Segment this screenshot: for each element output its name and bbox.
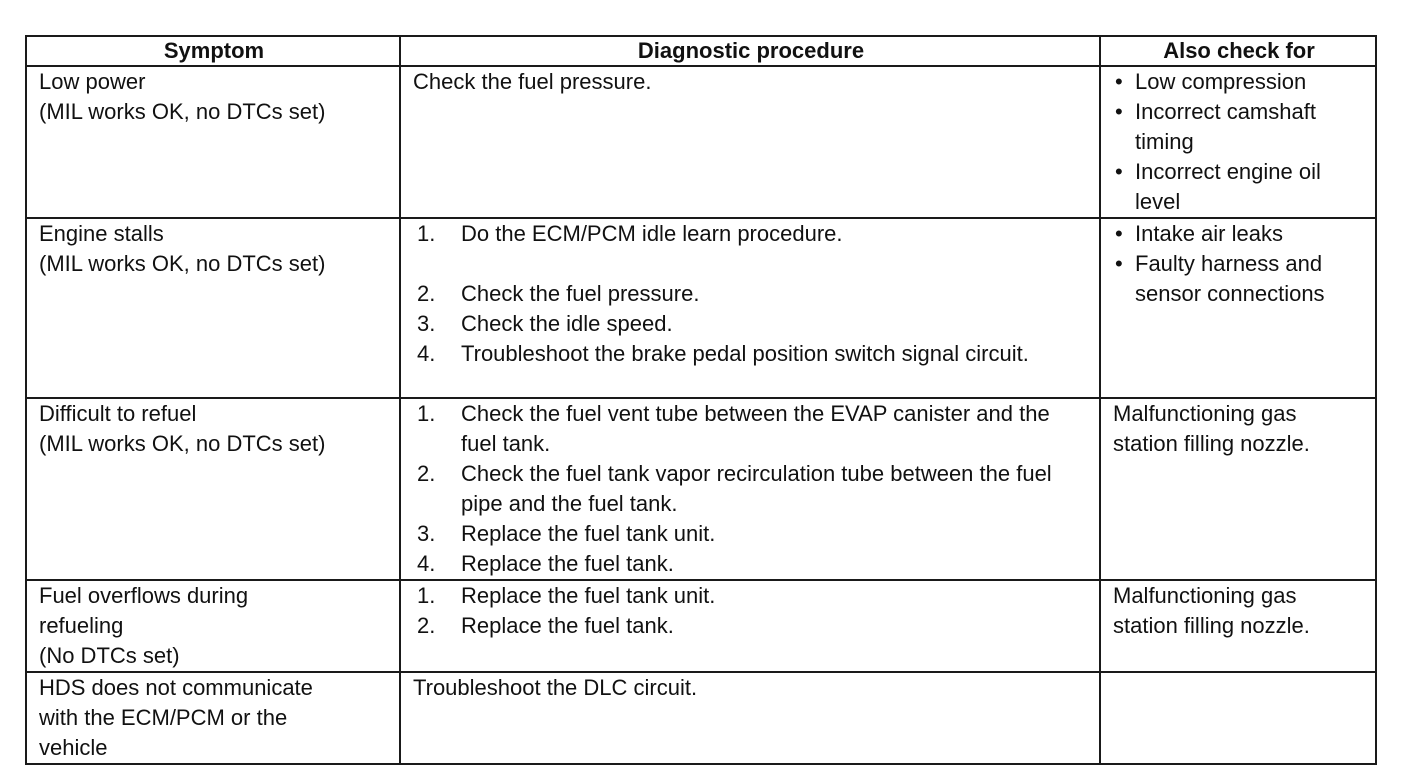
symptom-cell (26, 66, 400, 218)
bullet-icon: • (1115, 69, 1123, 94)
bullet-icon: • (1115, 159, 1123, 184)
list-item: • Faulty harness and sensor connections (1115, 251, 1325, 306)
symptom-cell (26, 672, 400, 764)
table-row (26, 580, 1376, 672)
procedure-cell (400, 580, 1100, 672)
symptom-title: Difficult to refuel (39, 401, 197, 426)
symptom-title: Fuel overflows during (39, 583, 249, 608)
list-item: • Incorrect engine oil level (1115, 159, 1321, 214)
procedure-step: 1. Replace the fuel tank unit. (417, 583, 716, 608)
also-check-text: Malfunctioning gas station filling nozzle. (1113, 401, 1310, 456)
bullet-icon: • (1115, 99, 1123, 124)
symptom-title: Engine stalls (39, 221, 164, 246)
table-row (26, 218, 1376, 398)
procedure-step: 4. Troubleshoot the brake pedal position switch signal circuit. (417, 341, 1029, 366)
procedure-cell (400, 398, 1100, 580)
table-row (26, 672, 1376, 764)
symptom-cell (26, 398, 400, 580)
symptom-title: Low power (39, 69, 146, 94)
procedure-steps (413, 399, 1089, 579)
also-check-list (1113, 67, 1365, 217)
procedure-step: 1. Do the ECM/PCM idle learn procedure. (417, 221, 843, 246)
header-also-check-for: Also check for (1100, 36, 1376, 66)
also-check-cell (1100, 580, 1376, 672)
symptom-title: with the ECM/PCM or the (39, 705, 288, 730)
procedure-step: 2. Check the fuel pressure. (417, 281, 700, 306)
procedure-step: 4. Replace the fuel tank. (417, 551, 674, 576)
header-row (26, 36, 1376, 66)
procedure-cell (400, 218, 1100, 398)
symptom-title: refueling (39, 613, 124, 638)
symptom-note: (No DTCs set) (39, 643, 180, 668)
also-check-text: Malfunctioning gas station filling nozzle. (1113, 583, 1310, 638)
procedure-step: 2. Check the fuel tank vapor recirculation tube between the fuel pipe and the fuel tank. (417, 461, 1052, 516)
procedure-cell (400, 66, 1100, 218)
list-item: • Low compression (1113, 67, 1365, 97)
header-diagnostic-procedure: Diagnostic procedure (400, 36, 1100, 66)
also-check-cell (1100, 672, 1376, 764)
procedure-step: 2. Replace the fuel tank. (417, 613, 674, 638)
table-row (26, 66, 1376, 218)
also-check-cell (1100, 398, 1376, 580)
also-check-cell (1100, 66, 1376, 218)
procedure-text: Check the fuel pressure. (413, 69, 652, 94)
also-check-list (1113, 219, 1365, 309)
symptom-note: (MIL works OK, no DTCs set) (39, 99, 326, 124)
list-item: • Incorrect camshaft timing (1115, 99, 1316, 154)
procedure-steps (413, 219, 1089, 369)
header-symptom: Symptom (26, 36, 400, 66)
symptom-note: (MIL works OK, no DTCs set) (39, 431, 326, 456)
symptom-cell (26, 218, 400, 398)
diagnostic-table (25, 35, 1377, 765)
procedure-text: Troubleshoot the DLC circuit. (413, 675, 698, 700)
list-item: • Intake air leaks (1113, 219, 1365, 249)
procedure-cell (400, 672, 1100, 764)
procedure-step: 3. Check the idle speed. (417, 311, 673, 336)
symptom-note: (MIL works OK, no DTCs set) (39, 251, 326, 276)
symptom-title: HDS does not communicate (39, 675, 313, 700)
procedure-step: 3. Replace the fuel tank unit. (417, 521, 716, 546)
symptom-title: vehicle (39, 735, 108, 760)
procedure-step: 1. Check the fuel vent tube between the EVAP canister and the fuel tank. (417, 401, 1050, 456)
also-check-cell (1100, 218, 1376, 398)
table-row (26, 398, 1376, 580)
symptom-cell (26, 580, 400, 672)
bullet-icon: • (1115, 221, 1123, 246)
procedure-steps (413, 581, 1089, 641)
bullet-icon: • (1115, 251, 1123, 276)
